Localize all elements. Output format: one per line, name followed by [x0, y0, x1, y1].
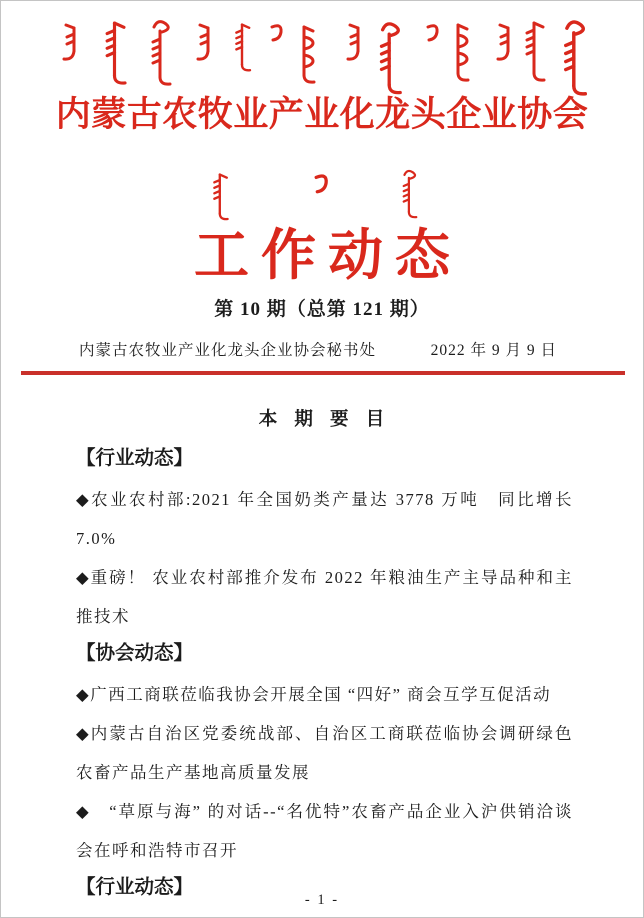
toc-heading: 本 期 要 目: [258, 408, 391, 429]
table-of-contents: [76, 407, 573, 909]
issue-number-line: 第 10 期（总第 121 期）: [214, 299, 430, 320]
section-label-industry-news-2: 【行业动态】: [76, 876, 194, 898]
red-divider-rule: [21, 371, 625, 375]
section-label-industry-news: 【行业动态】: [76, 447, 194, 469]
publish-date: 2022 年 9 月 9 日: [430, 342, 557, 359]
publisher-name: 内蒙古农牧业产业化龙头企业协会秘书处: [79, 342, 377, 359]
section-label-association-news: 【协会动态】: [76, 642, 194, 664]
toc-item: ◆重磅！ 农业农村部推介发布 2022 年粮油生产主导品种和主推技术: [76, 568, 573, 626]
org-name-title: 内蒙古农牧业产业化龙头企业协会: [55, 95, 589, 134]
toc-item: ◆ “草原与海” 的对话--“名优特”农畜产品企业入沪供销洽谈会在呼和浩特市召开: [76, 802, 573, 860]
bulletin-title: 工作动态: [193, 225, 462, 286]
publisher-line: [79, 338, 557, 360]
toc-item: ◆内蒙古自治区党委统战部、自治区工商联莅临协会调研绿色农畜产品生产基地高质量发展: [76, 724, 573, 782]
toc-item: ◆农业农村部:2021 年全国奶类产量达 3778 万吨 同比增长 7.0%: [76, 490, 573, 548]
toc-item: ◆广西工商联莅临我协会开展全国 “四好” 商会互学互促活动: [76, 685, 552, 704]
page-number: - 1 -: [304, 892, 340, 908]
